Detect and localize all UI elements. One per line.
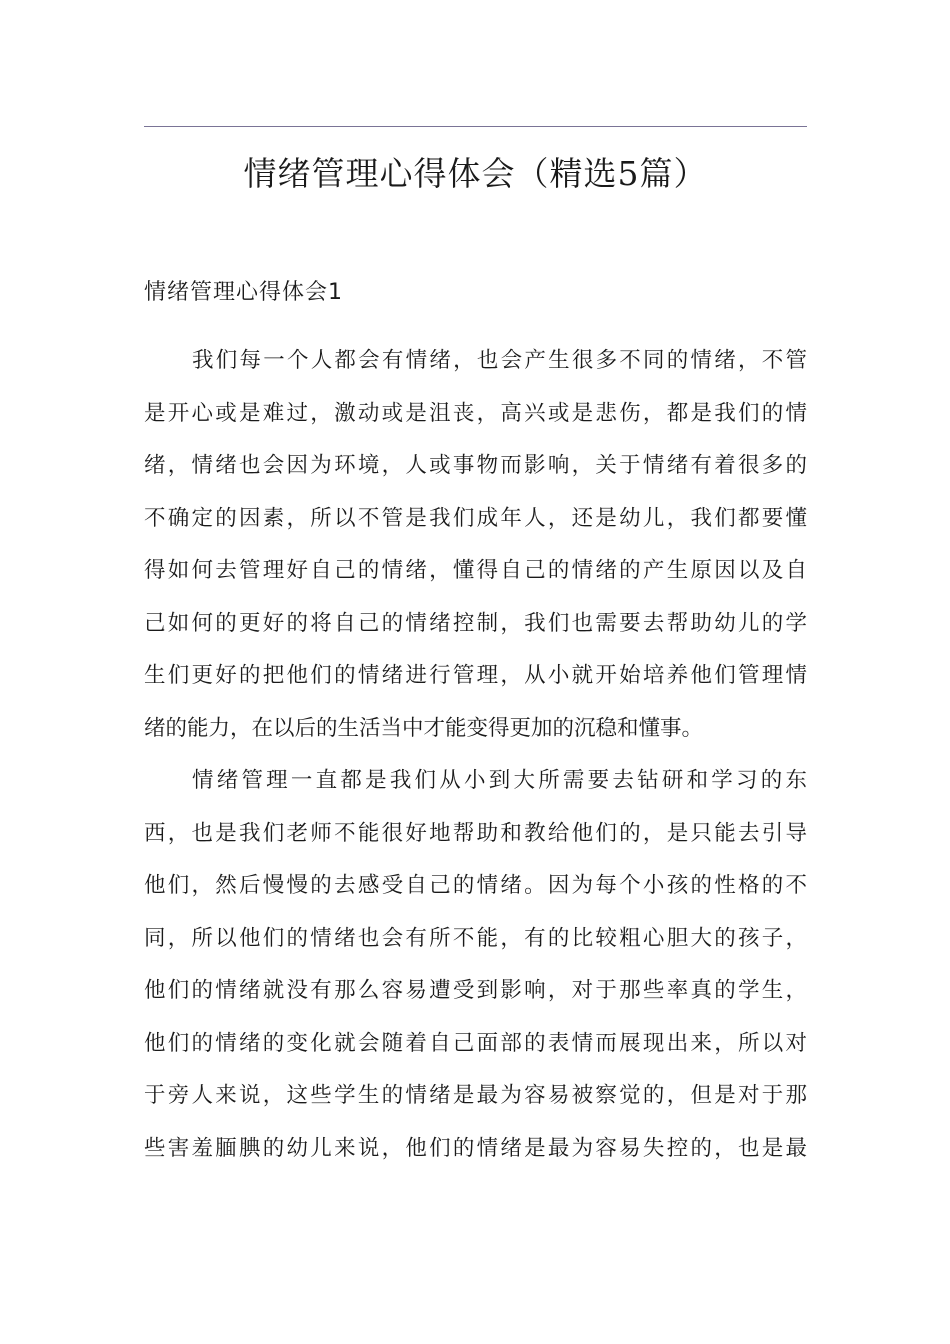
paragraph-line: 己如何的更好的将自己的情绪控制，我们也需要去帮助幼儿的学 [144,610,807,636]
paragraph-line: 绪的能力，在以后的生活当中才能变得更加的沉稳和懂事。 [144,715,704,741]
paragraph-line: 我们每一个人都会有情绪，也会产生很多不同的情绪，不管 [192,348,807,373]
paragraph-1 [144,335,807,755]
paragraph-line: 些害羞腼腆的幼儿来说，他们的情绪是最为容易失控的，也是最 [144,1135,807,1161]
paragraph-line: 绪，情绪也会因为环境，人或事物而影响，关于情绪有着很多的 [144,453,807,478]
paragraph-line: 得如何去管理好自己的情绪，懂得自己的情绪的产生原因以及自 [144,558,807,583]
document-title: 情绪管理心得体会（精选5篇） [243,154,708,193]
paragraph-line: 西，也是我们老师不能很好地帮助和教给他们的，是只能去引导 [144,820,807,846]
paragraph-2 [144,755,807,1175]
header-rule [144,126,807,127]
paragraph-line: 他们的情绪的变化就会随着自己面部的表情而展现出来，所以对 [144,1030,807,1056]
section-heading: 情绪管理心得体会1 [144,280,343,305]
paragraph-line: 于旁人来说，这些学生的情绪是最为容易被察觉的，但是对于那 [144,1083,807,1108]
paragraph-line: 同，所以他们的情绪也会有所不能，有的比较粗心胆大的孩子， [144,925,807,951]
paragraph-line: 是开心或是难过，激动或是沮丧，高兴或是悲伤，都是我们的情 [144,400,807,426]
paragraph-line: 他们，然后慢慢的去感受自己的情绪。因为每个小孩的性格的不 [144,873,807,898]
paragraph-line: 生们更好的把他们的情绪进行管理，从小就开始培养他们管理情 [144,663,807,688]
paragraph-line: 他们的情绪就没有那么容易遭受到影响，对于那些率真的学生， [144,978,807,1003]
paragraph-line: 不确定的因素，所以不管是我们成年人，还是幼儿，我们都要懂 [144,505,807,531]
paragraph-line: 情绪管理一直都是我们从小到大所需要去钻研和学习的东 [192,768,807,793]
